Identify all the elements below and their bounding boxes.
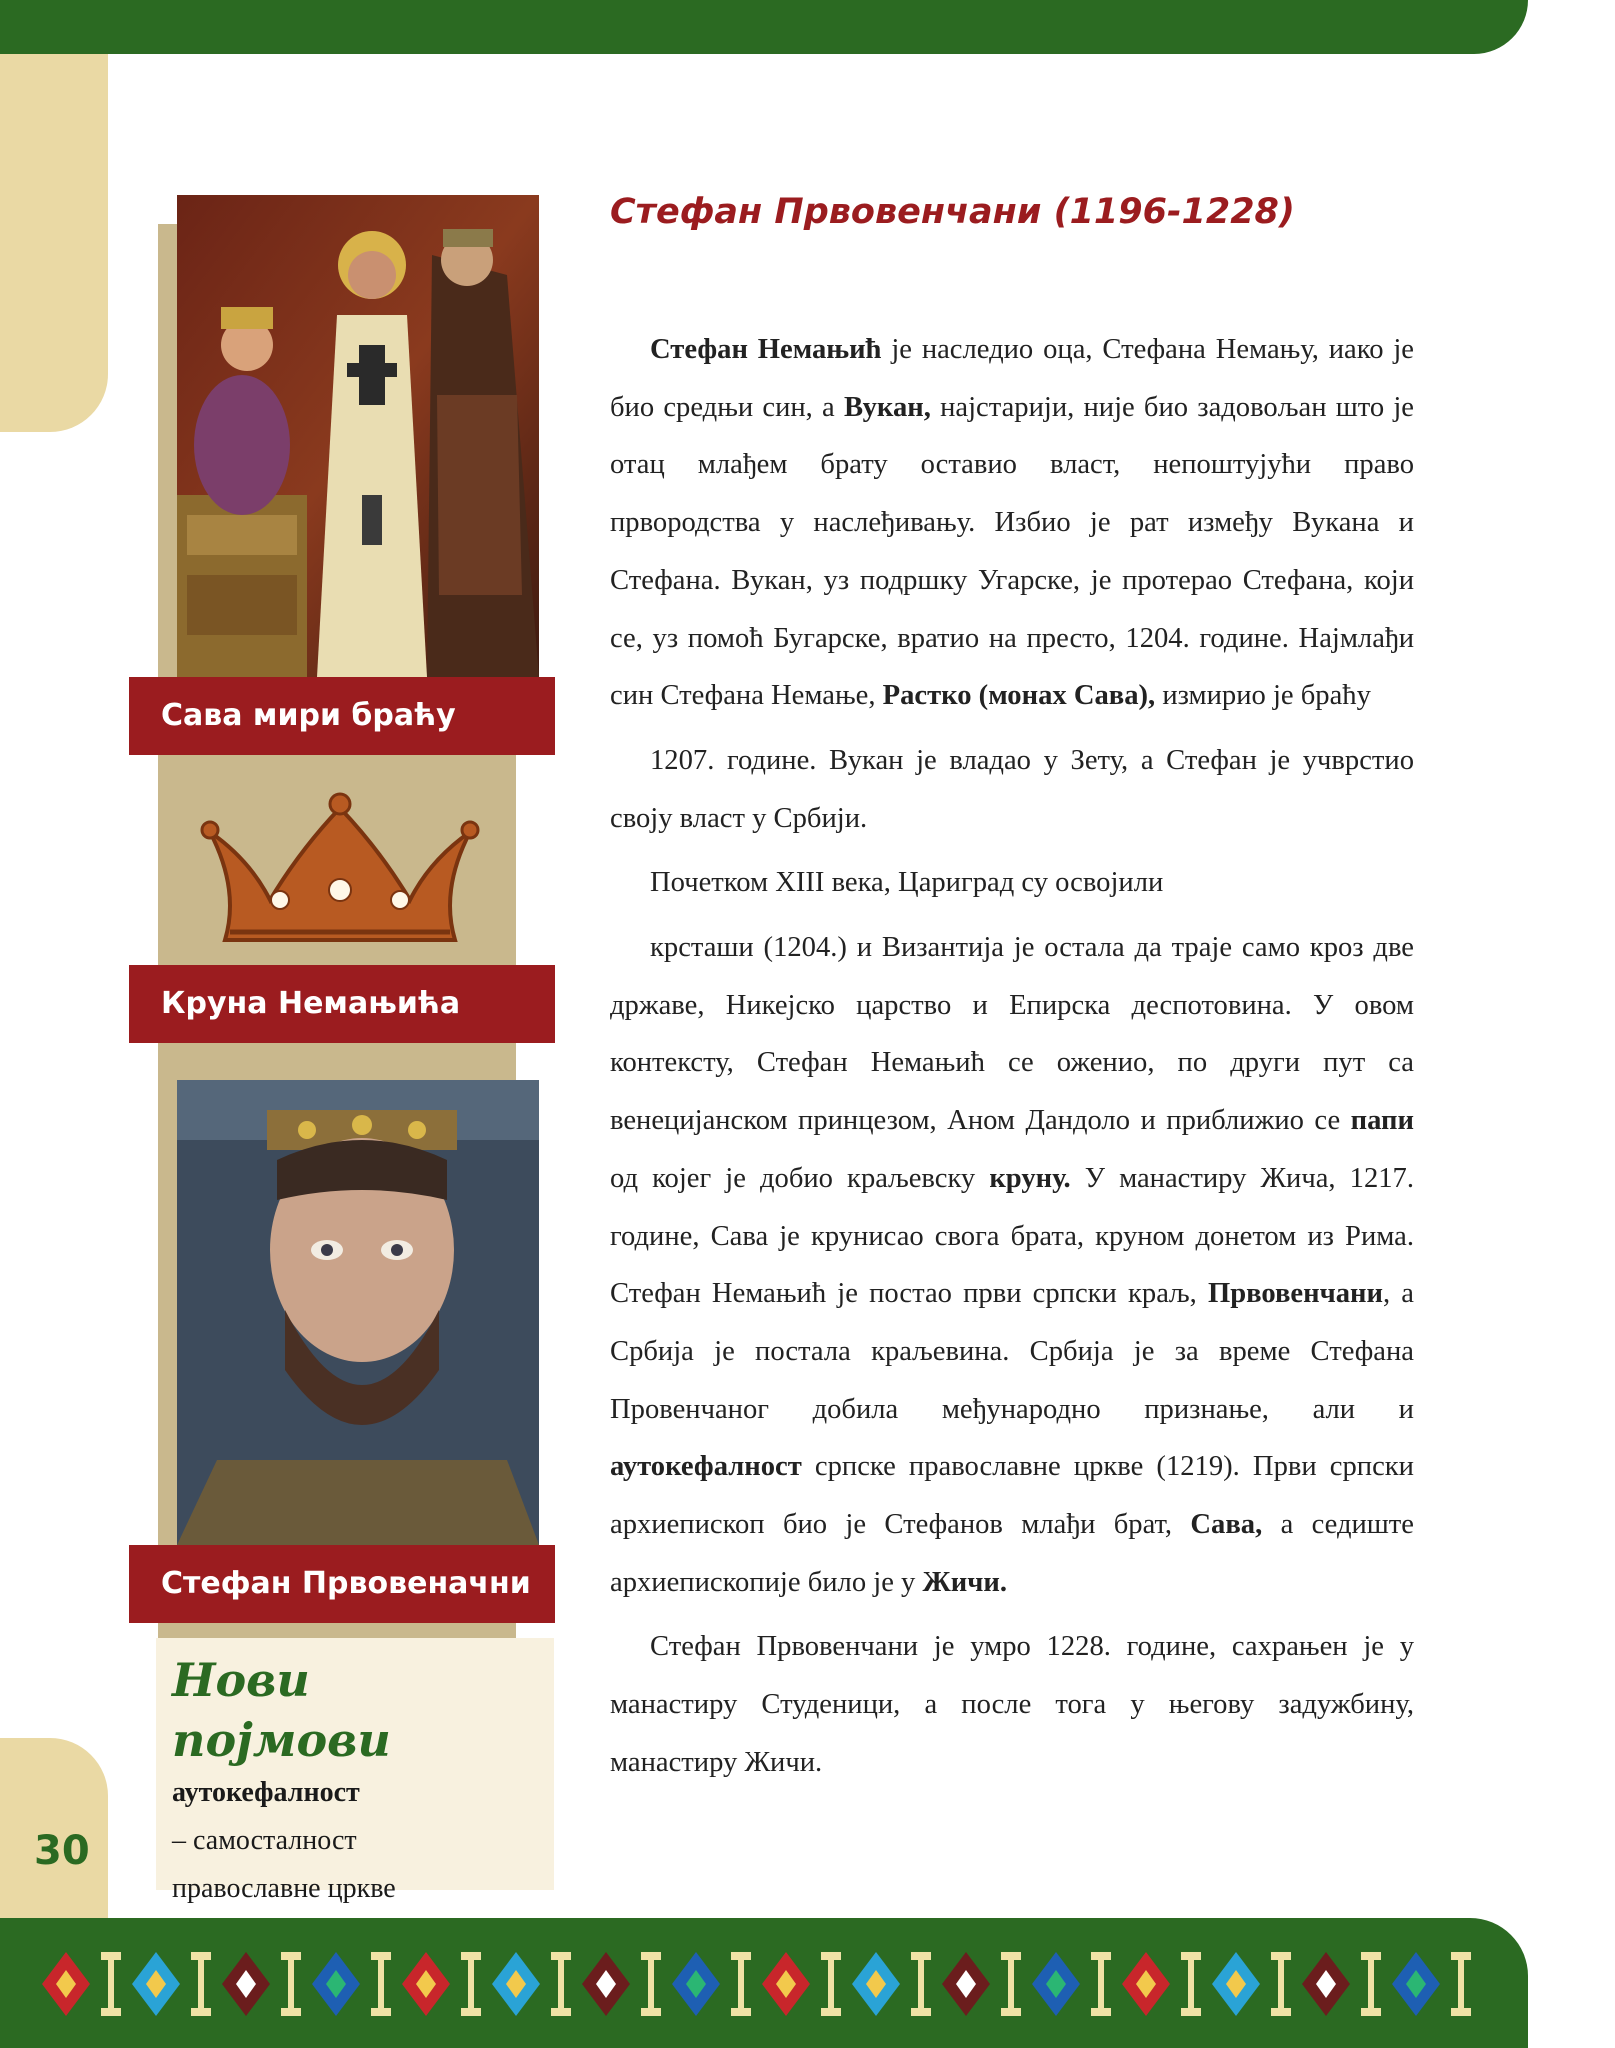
bold-term: Првовенчани <box>1208 1278 1383 1310</box>
bold-term: аутокефалност <box>610 1451 802 1483</box>
ornament-pillar <box>191 1952 211 2016</box>
ornament-pillar <box>821 1952 841 2016</box>
ornament-pillar <box>551 1952 571 2016</box>
text-run: је наследио оца, Стефана Немању, иако је био средњи син, а <box>610 334 1414 423</box>
article-body <box>610 321 1414 1792</box>
paragraph-5 <box>610 1618 1414 1791</box>
bold-term: круну. <box>989 1162 1071 1194</box>
text-run: крсташи (1204.) и Византија је остала да траје само кроз две државе, Никејско царство и Епирска деспотовина. У овом контексту, Стефан Немањић се оженио, по други пут са венецијанском принцезом, Аном Дандоло и приближио се <box>610 932 1414 1137</box>
new-term: аутокефалност <box>172 1777 360 1808</box>
caption-crown: Круна Немањића <box>129 965 555 1043</box>
caption-sava-reconciling: Сава мири браћу <box>129 677 555 755</box>
painting-sava-reconciling-brothers <box>177 195 539 677</box>
paragraph-4 <box>610 919 1414 1611</box>
side-tab-top <box>0 54 108 432</box>
ornament-pillar <box>1451 1952 1471 2016</box>
crown-of-nemanjic <box>190 790 490 960</box>
ornament-pillar <box>1271 1952 1291 2016</box>
text-run: а седиште архиепископије било је у <box>610 1509 1414 1598</box>
bold-term: Жичи. <box>922 1566 1007 1598</box>
text-run: Почетком XIII века, Цариград су освојили <box>650 867 1164 899</box>
page-number: 30 <box>34 1828 90 1874</box>
ornament-pillar <box>1361 1952 1381 2016</box>
ornament-pillar <box>371 1952 391 2016</box>
top-green-band <box>0 0 1528 54</box>
ornament-pillar <box>1181 1952 1201 2016</box>
text-run: од којег је добио краљевску <box>610 1162 990 1194</box>
new-terms-box <box>156 1638 554 1904</box>
caption-stefan-prvovenacni: Стефан Првовеначни <box>129 1545 555 1623</box>
text-run: , а Србија је постала краљевина. Србија је за време Стефана Провенчаног добила међународно признање, али и <box>610 1278 1414 1425</box>
ornament-pillar <box>731 1952 751 2016</box>
text-run: најстарији, није био задовољан што је отац млађем брату оставио власт, непоштујући право првородства у наслеђивању. Избио је рат између Вукана и Стефана. Вукан, уз подршку Угарске, је протерао Стефана, који се, уз помоћ Бугарске, вратио на престо, 1204. године. Најмлађи син Стефана Немање, <box>610 391 1414 712</box>
ornament-pillar <box>101 1952 121 2016</box>
ornament-pillar <box>281 1952 301 2016</box>
fresco-stefan-prvovencani <box>177 1080 539 1545</box>
new-term-definition-line2: православне цркве <box>172 1873 396 1904</box>
folk-ornament-border <box>36 1938 1486 2030</box>
bold-term: Растко (монах Сава), <box>882 680 1156 712</box>
text-run: Стефан Првовенчани је умро 1228. године, сахрањен је у манастиру Студеници, а после тога у његову задужбину, манастиру Жичи. <box>610 1631 1414 1778</box>
ornament-pillar <box>461 1952 481 2016</box>
text-run: српске православне цркве (1219). Први српски архиепископ био је Стефанов млађи брат, <box>610 1451 1414 1541</box>
ornament-pillar <box>911 1952 931 2016</box>
paragraph-3 <box>610 854 1414 912</box>
new-terms-title: Нови појмови <box>172 1653 391 1767</box>
paragraph-2 <box>610 732 1414 847</box>
new-term-definition-line1: – самосталност <box>172 1825 357 1856</box>
text-run: измирио је браћу <box>1155 680 1371 712</box>
ornament-pillar <box>1001 1952 1021 2016</box>
text-run: У манастиру Жича, 1217. године, Сава је крунисао свога брата, круном донетом из Рима. Стефан Немањић је постао први српски краљ, <box>610 1162 1414 1310</box>
bold-term: Стефан Немањић <box>650 334 882 365</box>
bold-term: папи <box>1350 1105 1414 1137</box>
ornament-pillar <box>1091 1952 1111 2016</box>
article-heading: Стефан Првовенчани (1196-1228) <box>610 192 1295 232</box>
text-run: 1207. године. Вукан је владао у Зету, а Стефан је учврстио своју власт у Србији. <box>610 744 1414 834</box>
bold-term: Вукан, <box>843 391 931 423</box>
paragraph-1 <box>610 321 1414 725</box>
bold-term: Сава, <box>1190 1509 1263 1541</box>
ornament-pillar <box>641 1952 661 2016</box>
